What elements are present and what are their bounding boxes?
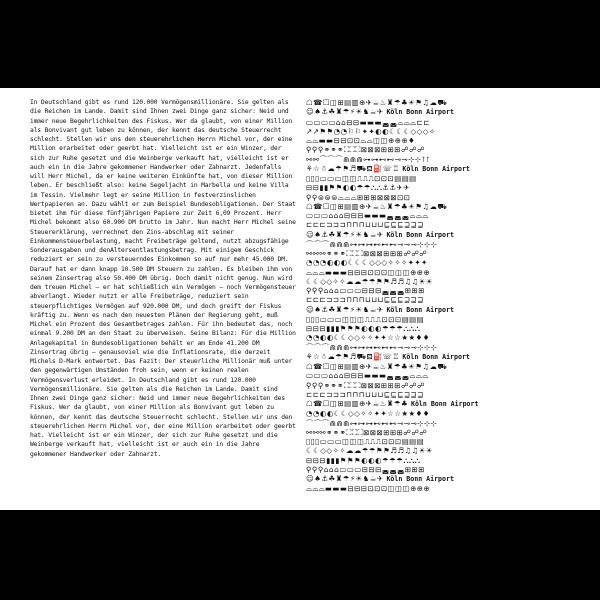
- document-page: [0, 88, 600, 510]
- airport-label: Köln Bonn Airport: [402, 352, 470, 361]
- glyph-row: ☖☎☐◫⊞▤▥⊕✈☕♨♜☂♣☀⚑♫☁⛟: [306, 98, 448, 107]
- airport-label: Köln Bonn Airport: [410, 400, 479, 408]
- glyph-row: ⚲⚲⊜⊜⊜⌓⌓⌓⊞⊞⊞⊠⊠⊠⊡⊡: [306, 192, 411, 202]
- left-text-column: [30, 98, 298, 459]
- glyph-row: ◔◔◐◐☾☾◇◇✧✧✦✦☆☆★★♦♦: [306, 333, 430, 343]
- airport-label: Köln Bonn Airport: [402, 164, 470, 173]
- glyph-row: ⊟⊟▮▮⚑⚑◐◐☂☂⛬⛬⚓⚓✈✈: [306, 183, 410, 193]
- airport-label: Köln Bonn Airport: [386, 475, 454, 483]
- glyph-row: ⌓⌓▬▬⊟⊟⊡⊡⌓⌓◫◫⊕⊕⊕♦: [306, 136, 416, 145]
- glyph-row: ↗↗⚑⚑◔◔⚐⚐✦✦◐◐☾☾☾◇◇◇✧: [306, 126, 436, 136]
- airport-label: Köln Bonn Airport: [386, 108, 454, 117]
- glyph-row: ☾☾◇◇✧✧☁☁☂☂⚑⚑♬♬♫♫☀☀: [306, 276, 434, 286]
- glyph-row: ☺♠⚓☘♜☂⚡☀♞☕✈ Köln Bonn Airport: [306, 304, 454, 314]
- glyph-row: ⌒⌒⌒⋒⋒⋒⊶⊶⊶⊷⊷⊷⊸⊸⊸⊹⊹⊹: [306, 418, 438, 428]
- glyph-row: ☺♠⚓☘♜☂⚡☀♞☕✈ Köln Bonn Airport: [306, 107, 454, 117]
- glyph-row: ▯▯▯▭▭▭◫◫◫⎍⎍⎍⊡⊡⊡▤▤▤: [306, 314, 425, 324]
- glyph-row: ⚯⚯⌒⌒⌒⋒⋒⋒⊶⊶⊷⊷⊸⊸⊹⊹⊺⊺: [306, 154, 431, 164]
- glyph-row: ⌒⌒⌒⋒⋒⋒⊶⊶⊶⊷⊷⊷⊸⊸⊸⊹⊹⊹: [306, 239, 438, 249]
- glyph-row: ⚲⚲⚲⌂⌂⌂▭▭▭⊟⊟⊟◛◛◛⊞⊞⊞: [306, 286, 425, 295]
- glyph-row: ⚲⚲⚲⚭⚭⚭⛶⛶⛶⊠⊠⊠⊞⊞⊞☍☍☍: [306, 380, 425, 390]
- glyph-row: ▭▭▭▭⌂⌂⊟⊟▬▬▬◛◛⌓⌓⌓⊏⊏: [306, 117, 430, 127]
- glyph-row: ⚘☆☃☁☂⚑♬⛟⛾⛽☏♖ Köln Bonn Airport: [306, 351, 470, 361]
- glyph-row: ⚲⚲⚲⚭⚭⚭⛶⛶⛶⊠⊠⊠⊞⊞⊞☍☍☍: [306, 145, 425, 155]
- glyph-row: ▭▭▭⌂⌂⌂⊟⊟⊟▬▬▬◛◛◛⌓⌓⌓: [306, 211, 429, 220]
- glyph-row: ☺♠⚓☘♜☂⚡☀♞☕✈ Köln Bonn Airport: [306, 229, 454, 239]
- glyph-row: ▯▯▯▭▭▭◫◫◫⎍⎍⎍⊡⊡⊡▤▤▤: [306, 437, 425, 446]
- glyph-row: ⌓⌓⌓▬▬▬⊟⊟⊟⊡⊡⊡◫◫◫⊕⊕⊕: [306, 267, 431, 277]
- glyph-row: ◔◔◔◐◐◐☾☾☾◇◇◇✧✧✧✦✦✦: [306, 258, 428, 268]
- glyph-row: ☾☾◇◇✧✧☁☁☂☂⚑⚑♬♬♫♫☀☀: [306, 446, 434, 456]
- glyph-row: ⌓⌓⌓▬▬▬⊟⊟⊟⊡⊡⊡◫◫◫⊕⊕⊕: [306, 484, 431, 494]
- airport-label: Köln Bonn Airport: [386, 230, 454, 239]
- glyph-row: ☖☎☐◫⊞▤▥⊕✈☕♨♜☂♣☀⚑♫☁⛟: [306, 362, 448, 371]
- glyph-row: ⌒⌒⌒⋒⋒⋒⊶⊶⊶⊷⊷⊷⊸⊸⊸⊹⊹⊹: [306, 342, 438, 352]
- glyph-row: ▯▯▯▭▭▭◫◫⎍⎍⎍⊡⊡⊡▤▤▤: [306, 174, 417, 183]
- right-glyph-column: [306, 98, 576, 494]
- glyph-row: ☖☎☐◫⊞▤▥⊕✈☕♨♜☂♣☀⚑♫☁⛟: [306, 201, 448, 211]
- body-paragraph: In Deutschland gibt es rund 120.000 Vermögensmillionäre. Sie gelten als die Reichen im Lande. Damit sind Ihnen zwei Dinge ganz sicher: Neid und immer neue Begehrlichkeiten des Fiskus. Wer da glaubt, von einer Million als Bonvivant gut leben zu können, der kennt das deutsche Steuerrecht schlecht. Stellen wir uns den steuerehrlichen Herrn Michel vor, der eine Million erarbeitet oder geerbt hat. Vielleicht ist er ein Winzer, der sich zur Ruhe gesetzt und die Weinberge verkauft hat, vielleicht ist er auch ein in die Jahre gekommener Handwerker oder Zahnarzt. Jedenfalls will Herr Michel, da er keine weiteren Einkünfte hat, von dieser Million leben. Er beschließt also: keine Segeljacht in Marbella und keine Villa im Tessin. Vielmehr legt er seine Million in festverzinslichen Wertpapieren an. Dazu wählt er zum Beispiel Bundesobligationen. Der Staat bietet ihm für diese fünfjährigen Papiere zur Zeit 6,09 Prozent. Herr Michel bekommt also 60.900 DM brutto im Jahr. Nun macht Herr Michel seine Steuererklärung, verrechnet den Zins-abschlag mit seiner Einkommensteuerbelastung, macht Freibeträge geltend, nutzt abzugsfähige Sonderausgaben und denAltersentlastungsbetrag. Mit einigem Geschick reduziert er sein zu versteuerndes Einkommen so auf nur mehr 45.000 DM. Darauf hat er dann knapp 10.500 DM Steuern zu zahlen. Es bleiben ihm von seinem Zinsertrag also 50.400 DM übrig. Doch damit nicht genug. Nun wird dem treuen Michel – er hat schließlich ein Vermögen – noch Vermögensteuer abverlangt. Wieder nutzt er alle Freibeträge, reduziert sein steuerpflichtiges Vermögen auf 920.000 DM, und doch greift der Fiskus kräftig zu. Wenn es nach den neuesten Plänen der Regierung geht, muß Michel ein Prozent des Gesamtbetrages zahlen. Für ihn bedeutet das, noch einmal 9.200 DM an den Staat zu überweisen. Seine Bilanz: Für die Million Anlagekapital in Bundesobligationen behält er am Ende 41.200 DM Zinsertrag übrig – genausoviel wie die Inflationsrate, die derzeit Michels D-Mark entwertet. Das Fazit: Der steuerliche Millionär muß unter den gegenwärtigen Umständen froh sein, wenn er keinen realen Vermögensverlust erleidet. In Deutschland gibt es rund 120.000 Vermögensmillionäre. Sie gelten als die Reichen im Lande. Damit sind Ihnen zwei Dinge ganz sicher: Neid und immer neue Begehrlichkeiten des Fiskus. Wer da glaubt, von einer Million als Bonvivant gut leben zu können, der kennt das deutsche Steuerrecht schlecht. Stellen wir uns den steuerehrlichen Herrn Michel vor, der eine Million erarbeitet oder geerbt hat. Vielleicht ist er ein Winzer, der sich zur Ruhe gesetzt und die Weinberge verkauft hat, vielleicht ist er auch ein in die Jahre gekommener Handwerker oder Zahnarzt.: [30, 99, 296, 458]
- glyph-row: ▭▭▭⌂⌂⌂⊟⊟⊟▬▬▬◛◛◛⌓⌓⌓: [306, 371, 429, 381]
- glyph-row: ⊏⊏⊏⊐⊐⊐⊓⊓⊓⊔⊔⊔⊑⊑⊑⊒⊒⊒: [306, 220, 424, 230]
- glyph-row: ⊏⊏⊏⊐⊐⊐⊓⊓⊓⊔⊔⊔⊑⊑⊑⊒⊒⊒: [306, 295, 424, 305]
- glyph-row: ☖☎☐◫⊞▤▥⊕✈☕♨♜☂♣ Köln Bonn Airport: [306, 399, 479, 408]
- airport-label: Köln Bonn Airport: [386, 305, 454, 314]
- glyph-row: ⚯⚯⚯⚭⚭⚭⛶⛶⛶⊠⊠⊠⊞⊞⊞☍☍☍: [306, 249, 428, 258]
- glyph-row: ⚲⚲⚲⌂⌂⌂▭▭▭⊟⊟⊟◛◛◛⊞⊞⊞: [306, 464, 425, 474]
- glyph-row: ⊟⊟⊟▮▮▮⚑⚑⚑◐◐◐☂☂☂⛬⛬⛬: [306, 324, 421, 333]
- glyph-row: ⊏⊏⊏⊐⊐⊐⊓⊓⊓⊔⊔⊔⊑⊑⊑⊒⊒⊒: [306, 389, 424, 399]
- glyph-row: ⊟⊟⊟▮▮▮⚑⚑⚑◐◐◐☂☂☂⛬⛬⛬: [306, 455, 421, 465]
- glyph-row: ☺♠⚓☘♜☂⚡☀♞☕✈ Köln Bonn Airport: [306, 474, 454, 483]
- glyph-row: ⚯⚯⚯⚭⚭⚭⛶⛶⛶⊠⊠⊠⊞⊞⊞☍☍☍: [306, 427, 428, 437]
- glyph-row: ◔◔◐◐☾☾◇◇✧✧✦✦☆☆★★♦♦: [306, 409, 430, 419]
- glyph-row: ⚘☆☃☁☂⚑♬⛟⛾⛽☏♖ Köln Bonn Airport: [306, 163, 470, 173]
